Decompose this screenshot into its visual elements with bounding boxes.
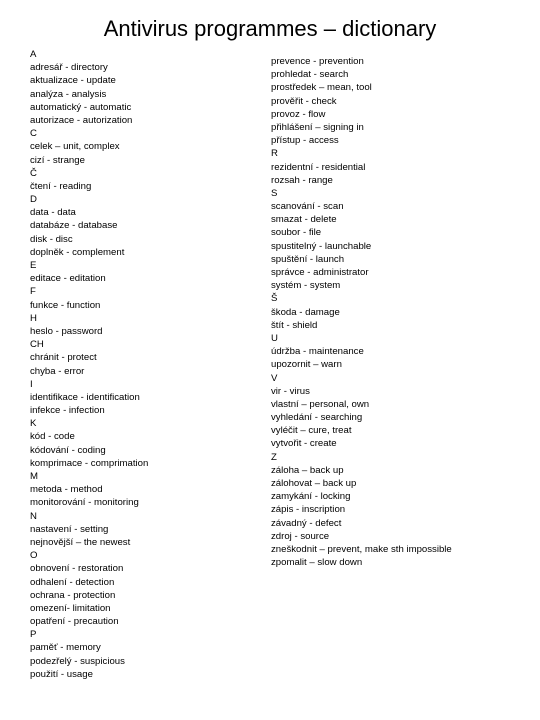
letter-heading: A	[30, 49, 37, 60]
dictionary-entry: přístup - access	[271, 135, 339, 147]
dictionary-entry: prevence - prevention	[271, 56, 364, 67]
dictionary-entry: správce - administrator	[271, 267, 369, 278]
page-title: Antivirus programmes – dictionary	[103, 16, 437, 41]
dictionary-entry: upozornit – warn	[271, 359, 342, 371]
dictionary-entry: data - data	[30, 207, 76, 219]
letter-heading: V	[271, 372, 278, 384]
dictionary-entry: soubor - file	[271, 227, 322, 239]
dictionary-entry: funkce - function	[30, 299, 101, 311]
letter-heading: P	[30, 629, 37, 641]
dictionary-entry: komprimace - comprimation	[30, 457, 149, 469]
dictionary-entry: identifikace - identification	[30, 391, 140, 403]
dictionary-entry: doplněk - complement	[30, 246, 125, 258]
dictionary-entry: automatický - automatic	[30, 101, 132, 113]
letter-heading: K	[30, 418, 37, 430]
dictionary-entry: přihlášení – signing in	[271, 121, 364, 133]
dictionary-entry: heslo - password	[30, 325, 103, 337]
letter-heading: R	[271, 148, 278, 160]
dictionary-entry: spuštění - launch	[271, 253, 345, 265]
dictionary-entry: zdroj - source	[271, 530, 330, 542]
dictionary-entry: nejnovější – the newest	[30, 536, 131, 548]
dictionary-entry: kód - code	[30, 431, 75, 443]
dictionary-entry: paměť - memory	[30, 642, 101, 654]
dictionary-entry: cizí - strange	[30, 154, 85, 166]
dictionary-entry: štít - shield	[271, 319, 318, 331]
dictionary-entry: rozsah - range	[271, 174, 333, 186]
dictionary-entry: vyléčit – cure, treat	[271, 425, 352, 437]
letter-heading: CH	[30, 339, 44, 351]
dictionary-entry: provoz - flow	[271, 108, 326, 120]
dictionary-entry: chyba - error	[30, 365, 85, 377]
dictionary-entry: adresář - directory	[30, 62, 108, 74]
dictionary-entry: chránit - protect	[30, 352, 97, 364]
dictionary-entry: zápis - inscription	[271, 504, 346, 516]
dictionary-entry: analýza - analysis	[30, 88, 107, 100]
dictionary-entry: zpomalit – slow down	[271, 557, 363, 569]
dictionary-entry: vyhledání - searching	[271, 412, 363, 424]
letter-heading: Č	[30, 167, 37, 179]
dictionary-entry: čtení - reading	[30, 180, 92, 192]
letter-heading: D	[30, 194, 37, 206]
dictionary-entry: systém - system	[271, 280, 341, 292]
dictionary-entry: rezidentní - residential	[271, 161, 366, 173]
dictionary-entry: škoda - damage	[271, 306, 340, 318]
dictionary-entry: zálohovat – back up	[271, 478, 357, 489]
dictionary-entry: záloha – back up	[271, 464, 344, 476]
dictionary-entry: prostředek – mean, tool	[271, 82, 372, 94]
letter-heading: U	[271, 332, 278, 344]
dictionary-entry: použití - usage	[30, 668, 93, 680]
dictionary-entry: kódování - coding	[30, 444, 106, 456]
letter-heading: M	[30, 471, 38, 482]
letter-heading: S	[271, 187, 278, 199]
letter-heading: E	[30, 260, 37, 271]
dictionary-entry: podezřelý - suspicious	[30, 655, 125, 667]
dictionary-entry: odhalení - detection	[30, 576, 115, 588]
dictionary-entry: metoda - method	[30, 484, 103, 496]
letter-heading: N	[30, 510, 37, 522]
dictionary-entry: zamykání - locking	[271, 491, 351, 503]
dictionary-entry: prohledat - search	[271, 69, 349, 81]
letter-heading: O	[30, 550, 38, 562]
dictionary-entry: omezení- limitation	[30, 602, 111, 614]
letter-heading: C	[30, 128, 37, 140]
dictionary-entry: scanování - scan	[271, 201, 344, 213]
dictionary-entry: zneškodnit – prevent, make sth impossible	[271, 543, 452, 555]
dictionary-entry: prověřit - check	[271, 95, 337, 107]
dictionary-entry: vir - virus	[271, 385, 310, 397]
dictionary-entry: infekce - infection	[30, 405, 105, 417]
dictionary-entry: ochrana - protection	[30, 589, 116, 601]
right-column-list	[271, 55, 452, 569]
dictionary-entry: vytvořit - create	[271, 438, 337, 450]
letter-heading: Z	[271, 451, 277, 463]
dictionary-entry: smazat - delete	[271, 214, 337, 226]
dictionary-entry: aktualizace - update	[30, 75, 116, 87]
dictionary-entry: monitorování - monitoring	[30, 497, 139, 509]
dictionary-entry: celek – unit, complex	[30, 141, 120, 153]
dictionary-entry: nastavení - setting	[30, 523, 109, 535]
dictionary-entry: autorizace - autorization	[30, 114, 133, 126]
dictionary-entry: údržba - maintenance	[271, 346, 364, 358]
dictionary-entry: disk - disc	[30, 233, 73, 245]
dictionary-entry: spustitelný - launchable	[271, 240, 372, 252]
letter-heading: F	[30, 286, 36, 298]
dictionary-entry: databáze - database	[30, 220, 118, 232]
dictionary-entry: vlastní – personal, own	[271, 398, 370, 410]
letter-heading: I	[30, 378, 33, 390]
dictionary-entry: závadný - defect	[271, 517, 342, 529]
left-column-list	[30, 48, 148, 681]
dictionary-entry: opatření - precaution	[30, 616, 119, 628]
dictionary-entry: editace - editation	[30, 273, 106, 285]
letter-heading: H	[30, 312, 37, 324]
letter-heading: Š	[271, 293, 278, 305]
dictionary-entry: obnovení - restoration	[30, 563, 124, 575]
